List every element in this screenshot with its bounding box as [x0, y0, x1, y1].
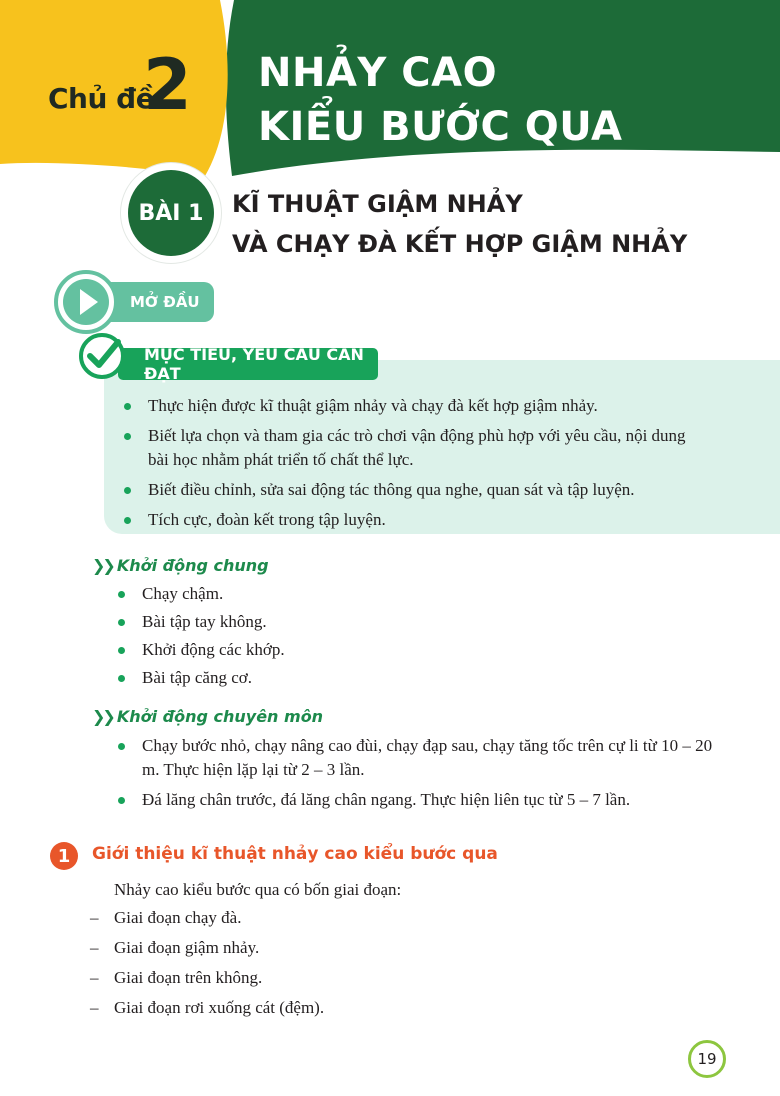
- lesson-title-line2: VÀ CHẠY ĐÀ KẾT HỢP GIẬM NHẢY: [232, 230, 688, 258]
- section-number-badge: 1: [50, 842, 78, 870]
- list-item: [114, 610, 285, 634]
- bullet-icon: [124, 487, 131, 494]
- bullet-icon: [124, 433, 131, 440]
- lesson-title: [232, 184, 687, 264]
- warmup-general-heading-text: Khởi động chung: [116, 556, 269, 575]
- list-item: [90, 906, 324, 930]
- chapter-title: [258, 46, 622, 154]
- lesson-badge: [120, 162, 222, 264]
- list-item-text: Thực hiện được kĩ thuật giậm nhảy và chạy đà kết hợp giậm nhảy.: [148, 396, 598, 415]
- list-item-text: Bài tập tay không.: [142, 612, 267, 631]
- bullet-icon: [124, 403, 131, 410]
- list-item: [118, 394, 708, 418]
- dash-marker: –: [90, 998, 99, 1017]
- double-chevron-icon: ❯❯: [92, 707, 113, 726]
- list-item-text: Biết lựa chọn và tham gia các trò chơi vận động phù hợp với yêu cầu, nội dung bài học nhằm phát triển tố chất thể lực.: [148, 426, 686, 469]
- bullet-icon: [118, 675, 125, 682]
- bullet-icon: [118, 647, 125, 654]
- chapter-title-line2: KIỂU BƯỚC QUA: [258, 104, 623, 150]
- intro-section-label: MỞ ĐẦU: [108, 282, 214, 322]
- list-item: [90, 966, 324, 990]
- lesson-badge-label: BÀI 1: [128, 170, 214, 256]
- list-item: [114, 582, 285, 606]
- list-item-text: Giai đoạn chạy đà.: [114, 908, 242, 927]
- list-item: [114, 788, 724, 812]
- warmup-specific-heading-text: Khởi động chuyên môn: [116, 707, 324, 726]
- list-item-text: Đá lăng chân trước, đá lăng chân ngang. Thực hiện liên tục từ 5 – 7 lần.: [142, 790, 631, 809]
- list-item-text: Chạy bước nhỏ, chạy nâng cao đùi, chạy đạp sau, chạy tăng tốc trên cự li từ 10 – 20 m. Thực hiện lặp lại từ 2 – 3 lần.: [142, 736, 713, 779]
- bullet-icon: [118, 743, 125, 750]
- list-item-text: Khởi động các khớp.: [142, 640, 285, 659]
- list-item: [118, 508, 708, 532]
- list-item-text: Biết điều chỉnh, sửa sai động tác thông qua nghe, quan sát và tập luyện.: [148, 480, 635, 499]
- dash-marker: –: [90, 908, 99, 927]
- bullet-icon: [118, 619, 125, 626]
- double-chevron-icon: ❯❯: [92, 556, 113, 575]
- chapter-title-line1: NHẢY CAO: [258, 50, 498, 96]
- objectives-label: [118, 345, 378, 383]
- lesson-title-line1: KĨ THUẬT GIẬM NHẢY: [232, 190, 523, 218]
- dash-marker: –: [90, 938, 99, 957]
- warmup-general-heading: [92, 556, 269, 575]
- topic-label: Chủ đề: [48, 82, 155, 115]
- bullet-icon: [118, 797, 125, 804]
- list-item-text: Giai đoạn giậm nhảy.: [114, 938, 260, 957]
- bullet-icon: [124, 517, 131, 524]
- list-item-text: Giai đoạn rơi xuống cát (đệm).: [114, 998, 325, 1017]
- list-item: [118, 478, 708, 502]
- warmup-specific-heading: [92, 707, 323, 726]
- page-number: 19: [688, 1040, 726, 1078]
- warmup-specific-list: [114, 734, 724, 816]
- warmup-general-list: [114, 582, 285, 694]
- list-item: [90, 996, 324, 1020]
- list-item: [114, 666, 285, 690]
- list-item: [114, 638, 285, 662]
- list-item: [90, 936, 324, 960]
- topic-number: 2: [143, 44, 192, 126]
- list-item-text: Tích cực, đoàn kết trong tập luyện.: [148, 510, 386, 529]
- checkmark-icon: [78, 332, 126, 380]
- list-item: [114, 734, 724, 782]
- play-icon: [54, 270, 118, 334]
- stages-list: [90, 906, 324, 1026]
- list-item-text: Chạy chậm.: [142, 584, 224, 603]
- objectives-label-text: MỤC TIÊU, YÊU CẦU CẦN ĐẠT: [144, 345, 364, 383]
- section-intro: Nhảy cao kiểu bước qua có bốn giai đoạn:: [114, 880, 402, 899]
- section-title: Giới thiệu kĩ thuật nhảy cao kiểu bước qua: [92, 844, 498, 864]
- list-item: [118, 424, 708, 472]
- dash-marker: –: [90, 968, 99, 987]
- list-item-text: Giai đoạn trên không.: [114, 968, 263, 987]
- list-item-text: Bài tập căng cơ.: [142, 668, 253, 687]
- bullet-icon: [118, 591, 125, 598]
- objectives-list: [118, 394, 708, 538]
